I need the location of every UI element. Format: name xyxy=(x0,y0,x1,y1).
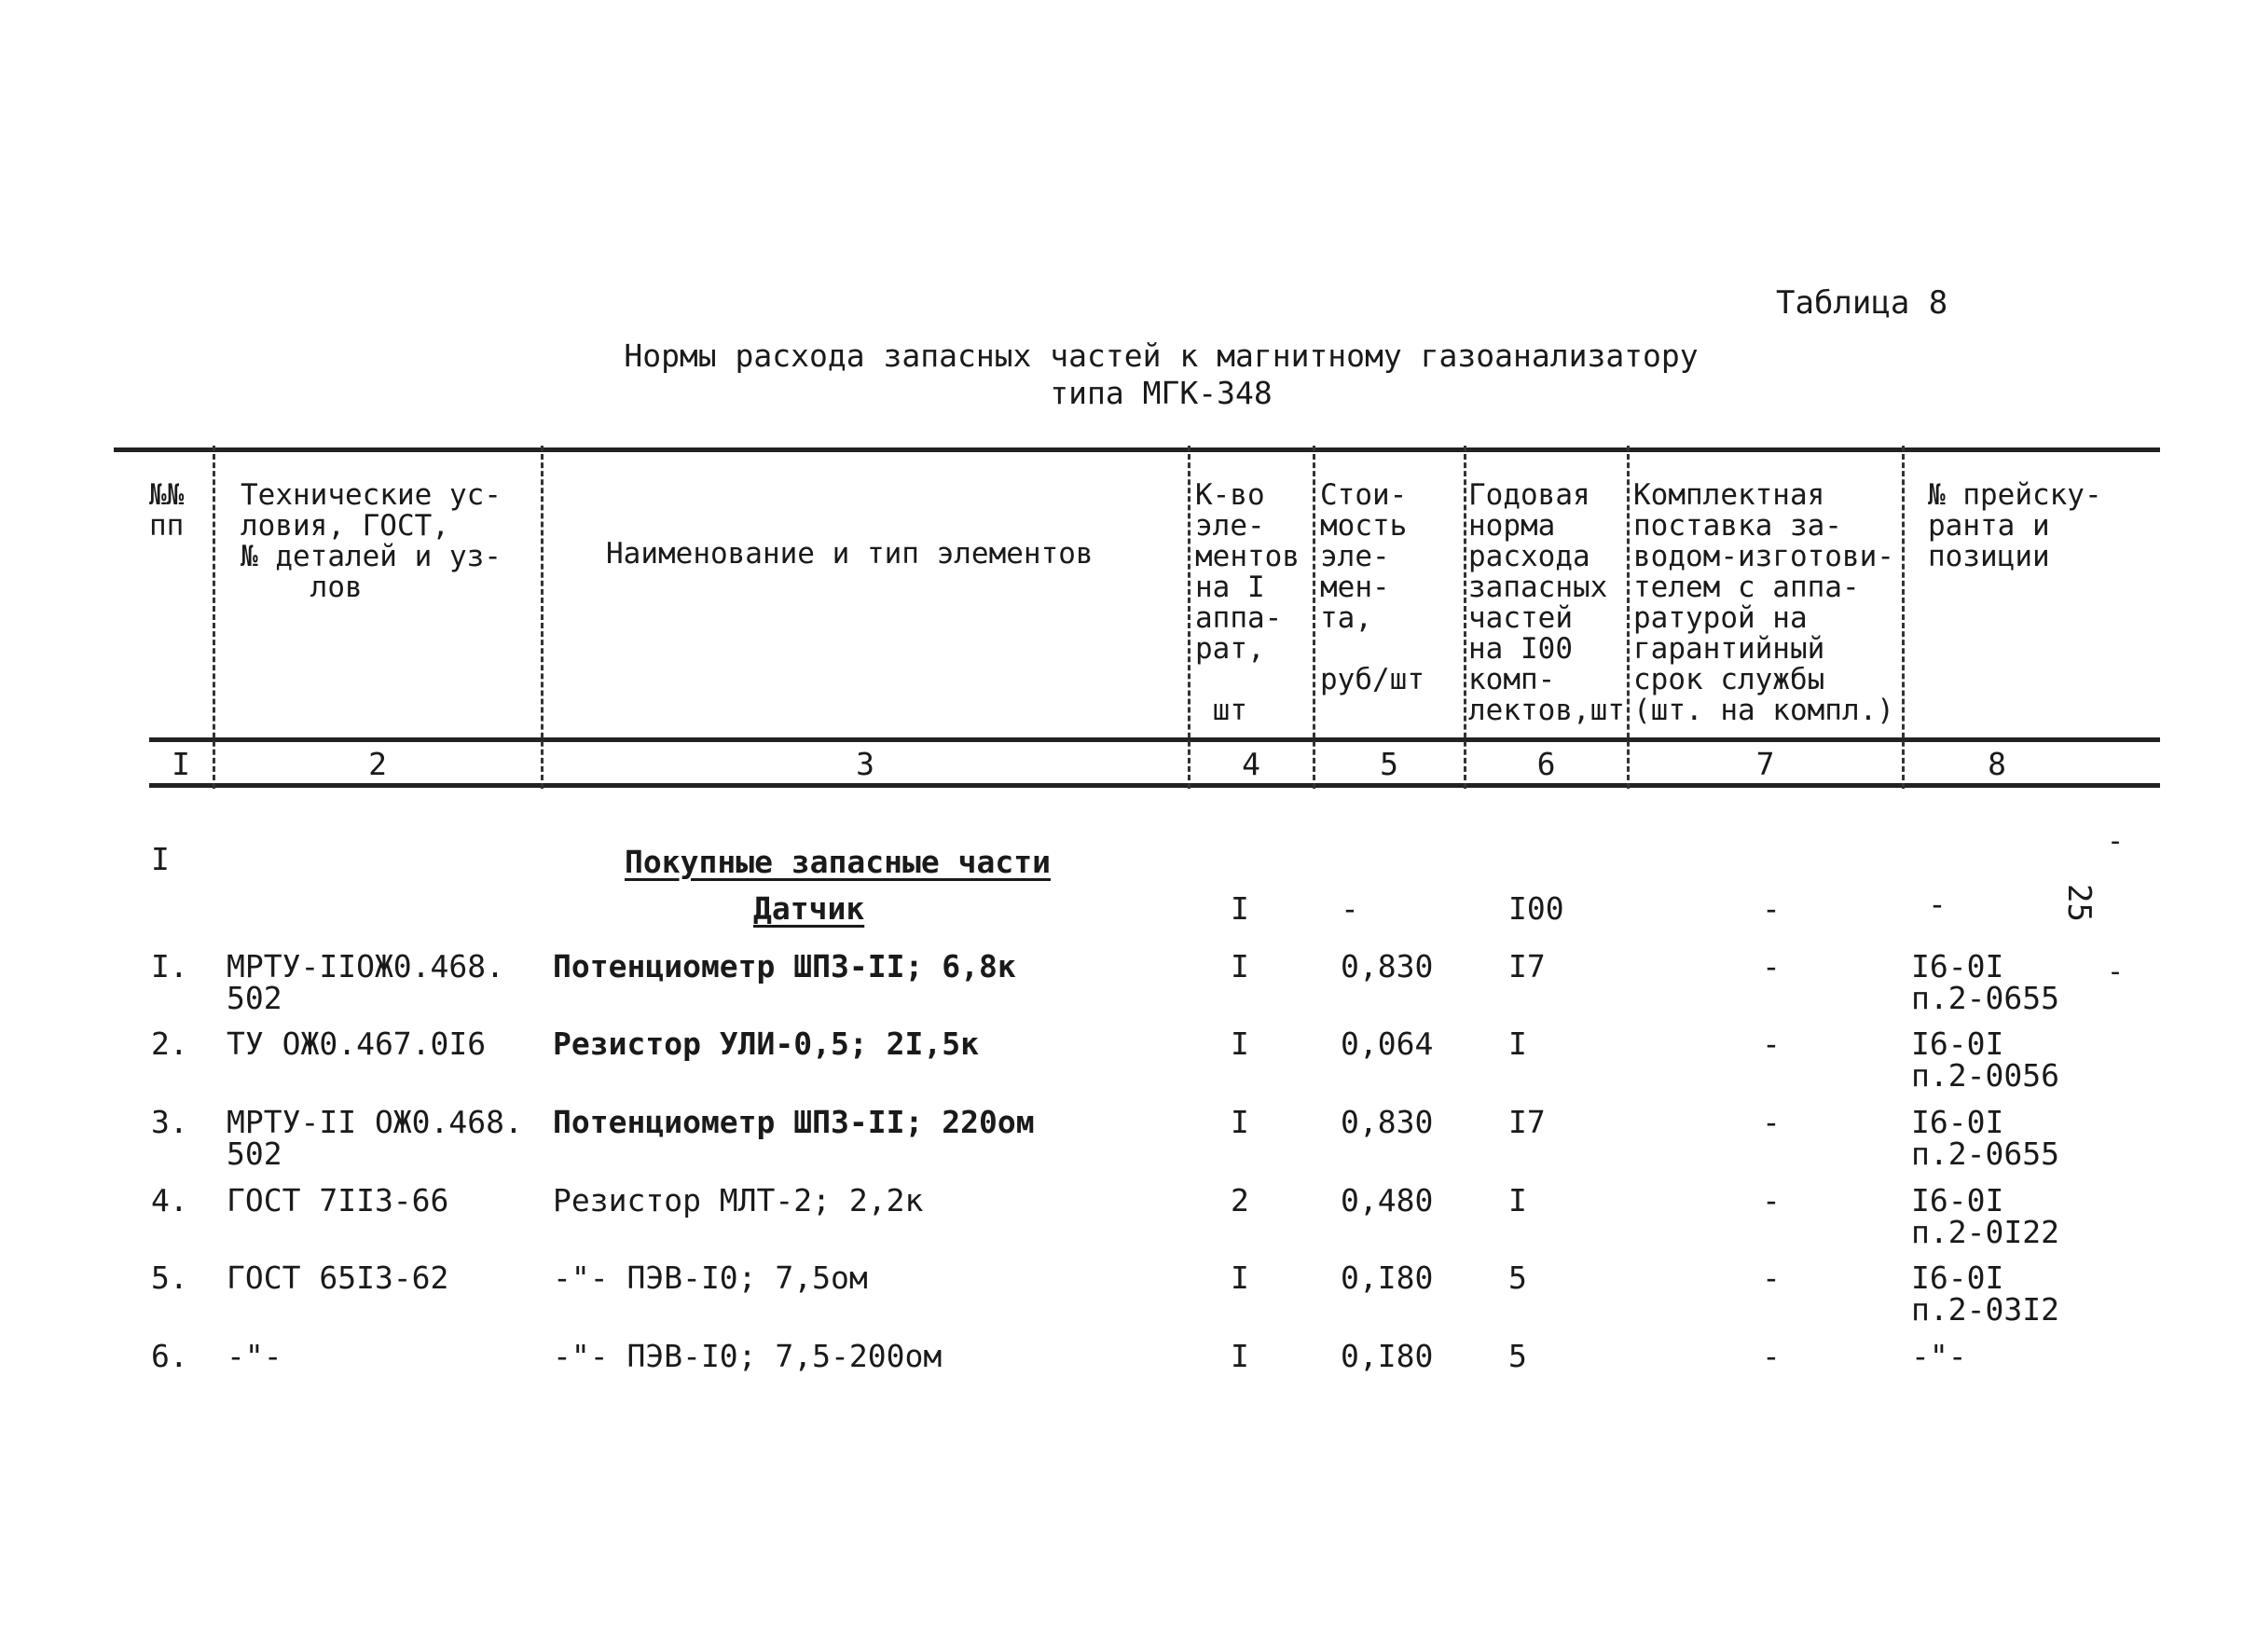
row-name: -"- ПЭВ-I0; 7,5-200ом xyxy=(553,1338,943,1374)
header-cost: Стои- мость эле- мен- та, руб/шт xyxy=(1320,478,1424,696)
row-quantity: I xyxy=(1231,1338,1249,1374)
page-number-dash-top: - xyxy=(2107,825,2125,858)
row-supply: - xyxy=(1762,1338,1781,1374)
row-supply: - xyxy=(1762,1026,1781,1062)
row-cost: 0,830 xyxy=(1341,948,1434,984)
column-divider-3 xyxy=(1188,446,1190,789)
column-divider-5 xyxy=(1464,446,1466,789)
row-name: Резистор УЛИ-0,5; 2I,5к xyxy=(553,1026,979,1062)
row-price-list: I6-0I п.2-0056 xyxy=(1911,1026,2059,1094)
column-number-5: 5 xyxy=(1380,746,1398,782)
page-number-dash-bottom: - xyxy=(2107,956,2125,988)
title-line-2: типа МГК-348 xyxy=(1050,375,1273,411)
header-bottom-rule xyxy=(149,737,2160,742)
column-numbers-rule xyxy=(149,783,2160,788)
row-spec: МРТУ-IIОЖ0.468. 502 xyxy=(227,948,505,1016)
column-number-7: 7 xyxy=(1755,746,1775,782)
section-supply: - xyxy=(1762,890,1781,927)
row-price-list: I6-0I п.2-03I2 xyxy=(1911,1260,2059,1328)
section-price-list: - xyxy=(1928,886,1947,922)
header-supply: Комплектная поставка за- водом-изготови- телем с аппа- ратурой на гарантийный срок службы (шт. на компл.) xyxy=(1633,478,1894,727)
row-spec: ТУ ОЖ0.467.0I6 xyxy=(227,1026,487,1062)
section-quantity: I xyxy=(1231,890,1249,927)
row-name: Потенциометр ШП3-II; 6,8к xyxy=(553,948,1016,984)
column-divider-2 xyxy=(541,446,544,789)
header-annual-norm: Годовая норма расхода запасных частей на I00 комп- лектов,шт xyxy=(1468,478,1625,727)
row-name: Потенциометр ШП3-II; 220ом xyxy=(553,1104,1035,1140)
column-number-6: 6 xyxy=(1536,746,1556,782)
row-number: 5. xyxy=(151,1260,188,1296)
row-quantity: 2 xyxy=(1231,1182,1249,1218)
row-name: -"- ПЭВ-I0; 7,5ом xyxy=(553,1260,868,1296)
row-spec: -"- xyxy=(227,1338,282,1374)
column-number-4: 4 xyxy=(1242,746,1260,782)
table-title xyxy=(0,337,2257,412)
table-number: Таблица 8 xyxy=(1776,284,1948,322)
row-supply: - xyxy=(1762,948,1781,984)
section-number: I xyxy=(151,841,170,877)
section-cost: - xyxy=(1341,890,1359,927)
column-divider-1 xyxy=(213,446,215,789)
header-name: Наименование и тип элементов xyxy=(606,537,1094,571)
row-annual-norm: I7 xyxy=(1508,1104,1546,1140)
row-supply: - xyxy=(1762,1260,1781,1296)
section-subtitle: Датчик xyxy=(753,890,865,927)
row-supply: - xyxy=(1762,1182,1781,1218)
row-spec: ГОСТ 65I3-62 xyxy=(227,1260,449,1296)
row-cost: 0,I80 xyxy=(1341,1260,1434,1296)
row-price-list: I6-0I п.2-0655 xyxy=(1911,1104,2059,1172)
page-number: 25 xyxy=(2060,884,2098,922)
row-quantity: I xyxy=(1231,1260,1249,1296)
row-cost: 0,064 xyxy=(1341,1026,1434,1062)
row-annual-norm: I7 xyxy=(1508,948,1546,984)
column-divider-4 xyxy=(1313,446,1315,789)
row-annual-norm: 5 xyxy=(1508,1260,1527,1296)
header-number: №№ пп xyxy=(149,478,185,543)
row-spec: МРТУ-II ОЖ0.468. 502 xyxy=(227,1104,523,1172)
column-number-3: 3 xyxy=(856,746,874,782)
column-divider-7 xyxy=(1902,446,1905,789)
table-top-rule xyxy=(114,447,2160,452)
row-cost: 0,480 xyxy=(1341,1182,1434,1218)
header-quantity: К-во эле- ментов на I аппа- рат, шт xyxy=(1195,478,1300,727)
row-supply: - xyxy=(1762,1104,1781,1140)
row-price-list: I6-0I п.2-0655 xyxy=(1911,948,2059,1016)
row-price-list: -"- xyxy=(1911,1338,1967,1374)
row-number: 2. xyxy=(151,1026,188,1062)
header-price-list: № прейску- ранта и позиции xyxy=(1928,478,2102,573)
row-number: I. xyxy=(151,948,188,984)
row-number: 6. xyxy=(151,1338,188,1374)
row-quantity: I xyxy=(1231,1026,1249,1062)
row-spec: ГОСТ 7II3-66 xyxy=(227,1182,449,1218)
row-annual-norm: I xyxy=(1508,1182,1527,1218)
row-name: Резистор МЛТ-2; 2,2к xyxy=(553,1182,924,1218)
row-cost: 0,830 xyxy=(1341,1104,1434,1140)
row-number: 3. xyxy=(151,1104,188,1140)
row-cost: 0,I80 xyxy=(1341,1338,1434,1374)
row-quantity: I xyxy=(1231,948,1249,984)
section-title: Покупные запасные части xyxy=(625,844,1051,880)
column-number-2: 2 xyxy=(368,746,387,782)
section-annual-norm: I00 xyxy=(1508,890,1564,927)
title-line-1: Нормы расхода запасных частей к магнитному газоанализатору xyxy=(624,337,1699,374)
column-divider-6 xyxy=(1627,446,1630,789)
header-spec: Технические ус- ловия, ГОСТ, № деталей и уз- лов xyxy=(241,478,502,604)
row-price-list: I6-0I п.2-0I22 xyxy=(1911,1182,2059,1250)
row-quantity: I xyxy=(1231,1104,1249,1140)
column-number-1: I xyxy=(172,746,190,782)
row-annual-norm: I xyxy=(1508,1026,1527,1062)
row-number: 4. xyxy=(151,1182,188,1218)
row-annual-norm: 5 xyxy=(1508,1338,1527,1374)
column-number-8: 8 xyxy=(1988,746,2006,782)
